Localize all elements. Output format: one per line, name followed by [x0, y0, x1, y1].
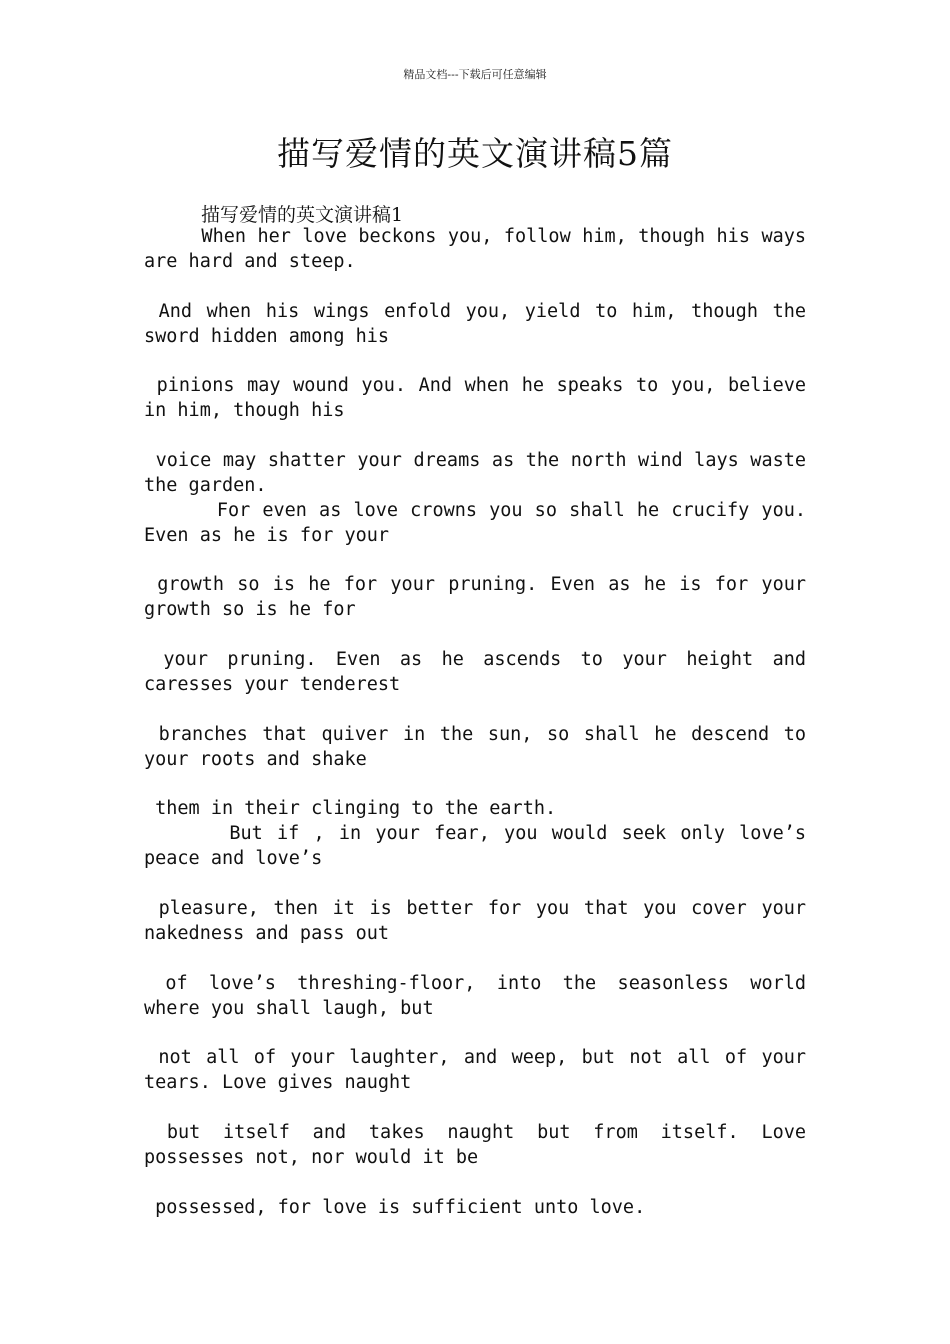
- header-note: 精品文档---下载后可任意编辑: [403, 68, 547, 81]
- text-line: branches that quiver in the sun, so shall he descend to: [144, 723, 806, 745]
- text-line: possesses not, nor would it be: [144, 1146, 479, 1168]
- blank-line: [144, 549, 806, 574]
- text-line: of love’s threshing-floor, into the seasonless world: [144, 972, 806, 994]
- text-line: pinions may wound you. And when he speaks to you, believe: [144, 375, 806, 397]
- blank-line: [144, 275, 806, 300]
- text-line: are hard and steep.: [144, 250, 356, 272]
- blank-line: [144, 424, 806, 449]
- blank-line: [144, 1022, 806, 1047]
- blank-line: [144, 773, 806, 798]
- text-line: voice may shatter your dreams as the north wind lays waste: [144, 450, 806, 472]
- blank-line: [144, 1171, 806, 1196]
- text-line: sword hidden among his: [144, 325, 390, 347]
- section-heading: 描写爱情的英文演讲稿1: [201, 204, 404, 226]
- text-line: But if , in your fear, you would seek only love’s: [144, 823, 806, 845]
- document-title: 描写爱情的英文演讲稿5篇: [277, 134, 673, 173]
- text-line: When her love beckons you, follow him, though his ways: [144, 226, 806, 247]
- text-line: caresses your tenderest: [144, 674, 401, 696]
- text-line: possessed, for love is sufficient unto love.: [144, 1196, 646, 1218]
- text-line: nakedness and pass out: [144, 922, 390, 944]
- blank-line: [144, 698, 806, 723]
- text-line: your pruning. Even as he ascends to your height and: [144, 649, 806, 671]
- text-line: but itself and takes naught but from itself. Love: [144, 1122, 806, 1144]
- blank-line: [144, 623, 806, 648]
- body-text: [144, 225, 806, 1221]
- text-line: pleasure, then it is better for you that you cover your: [144, 898, 806, 920]
- text-line: not all of your laughter, and weep, but not all of your: [144, 1047, 806, 1069]
- text-line: in him, though his: [144, 400, 345, 422]
- text-line: where you shall laugh, but: [144, 997, 434, 1019]
- text-line: your roots and shake: [144, 748, 367, 770]
- text-line: Even as he is for your: [144, 524, 390, 546]
- text-line: the garden.: [144, 474, 267, 496]
- blank-line: [144, 872, 806, 897]
- blank-line: [144, 1096, 806, 1121]
- text-line: them in their clinging to the earth.: [144, 798, 557, 820]
- blank-line: [144, 947, 806, 972]
- text-line: growth so is he for your pruning. Even as he is for your: [144, 574, 806, 596]
- text-line: tears. Love gives naught: [144, 1072, 412, 1094]
- blank-line: [144, 349, 806, 374]
- text-line: And when his wings enfold you, yield to him, though the: [144, 300, 806, 322]
- text-line: For even as love crowns you so shall he crucify you.: [144, 499, 806, 521]
- text-line: growth so is he for: [144, 599, 356, 621]
- text-line: peace and love’s: [144, 848, 323, 870]
